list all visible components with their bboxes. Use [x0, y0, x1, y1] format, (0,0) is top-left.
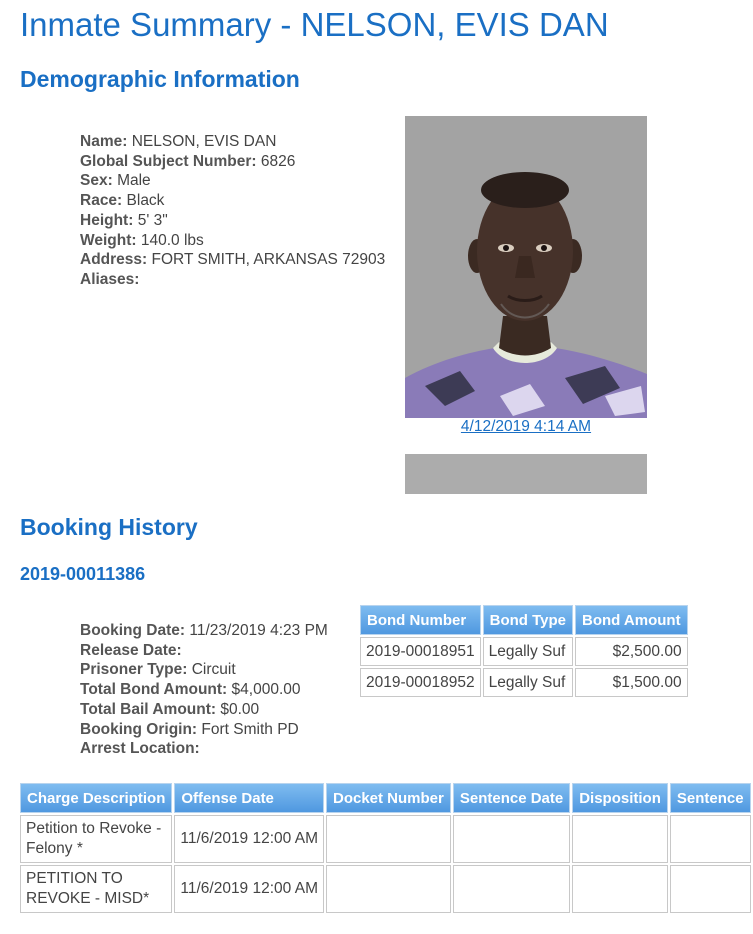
bond-amount-cell: $2,500.00	[575, 637, 688, 666]
field-label: Address:	[80, 251, 148, 269]
field-value: Male	[117, 172, 151, 190]
field-height	[80, 211, 385, 231]
field-value: 5' 3"	[137, 211, 168, 229]
charges-table-viewport	[18, 781, 744, 934]
column-header-disposition[interactable]: Disposition	[572, 783, 668, 813]
column-header-charge-description[interactable]: Charge Description	[20, 783, 172, 813]
field-value: Fort Smith PD	[201, 720, 299, 738]
mugshot-photo[interactable]	[405, 116, 647, 418]
sentence-cell	[670, 815, 751, 863]
bond-header-row	[360, 605, 688, 635]
field-sex	[80, 171, 385, 191]
column-header-bond-number[interactable]: Bond Number	[360, 605, 481, 635]
charges-table	[18, 781, 753, 915]
field-label: Booking Origin:	[80, 720, 198, 738]
booking-number: 2019-00011386	[20, 564, 146, 584]
field-release-date	[80, 641, 328, 661]
column-header-bond-type[interactable]: Bond Type	[483, 605, 573, 635]
demographic-info	[80, 132, 385, 290]
sentence-date-cell	[453, 815, 570, 863]
field-value: $0.00	[220, 700, 260, 718]
field-label: Name:	[80, 133, 128, 150]
column-header-sentence-date[interactable]: Sentence Date	[453, 783, 570, 813]
field-label: Total Bond Amount:	[80, 681, 228, 699]
field-value: 11/23/2019 4:23 PM	[189, 622, 328, 639]
offense-date-cell: 11/6/2019 12:00 AM	[174, 815, 324, 863]
page-title: Inmate Summary - NELSON, EVIS DAN	[20, 6, 609, 43]
disposition-cell	[572, 815, 668, 863]
charges-header-row	[20, 783, 751, 813]
column-header-offense-date[interactable]: Offense Date	[174, 783, 324, 813]
field-value: Circuit	[191, 661, 236, 679]
field-label: Release Date:	[80, 641, 182, 659]
field-label: Aliases:	[80, 270, 140, 288]
sentence-cell	[670, 865, 751, 913]
demographic-heading: Demographic Information	[20, 66, 300, 92]
field-value: $4,000.00	[231, 681, 301, 699]
bond-number-cell: 2019-00018951	[360, 637, 481, 666]
field-label: Height:	[80, 211, 134, 229]
column-header-bond-amount[interactable]: Bond Amount	[575, 605, 688, 635]
field-total-bail-amount	[80, 700, 328, 720]
field-arrest-location	[80, 739, 328, 759]
field-aliases	[80, 270, 385, 290]
field-value: Black	[126, 192, 165, 210]
disposition-cell	[572, 865, 668, 913]
docket-number-cell	[326, 865, 451, 913]
bond-row	[360, 637, 688, 666]
photo-date-link[interactable]: 4/12/2019 4:14 AM	[460, 418, 592, 435]
field-label: Weight:	[80, 231, 137, 249]
field-booking-origin	[80, 720, 328, 740]
bond-table	[358, 603, 690, 699]
bond-amount-cell: $1,500.00	[575, 668, 688, 697]
charge-description-cell: PETITION TO REVOKE - MISD*	[20, 865, 172, 913]
field-name	[80, 132, 385, 152]
column-header-docket-number[interactable]: Docket Number	[326, 783, 451, 813]
docket-number-cell	[326, 815, 451, 863]
field-race	[80, 191, 385, 211]
field-value: 6826	[260, 152, 296, 170]
bond-row	[360, 668, 688, 697]
booking-history-heading: Booking History	[20, 514, 198, 540]
charge-row	[20, 815, 751, 863]
field-label: Race:	[80, 192, 123, 210]
sentence-date-cell	[453, 865, 570, 913]
field-global-subject-number	[80, 152, 385, 172]
mugshot-panel	[405, 116, 647, 436]
column-header-sentence[interactable]: Sentence	[670, 783, 751, 813]
field-booking-date	[80, 621, 328, 641]
field-prisoner-type	[80, 660, 328, 680]
field-total-bond-amount	[80, 680, 328, 700]
field-label: Sex:	[80, 172, 113, 190]
field-label: Global Subject Number:	[80, 152, 257, 170]
charge-row	[20, 865, 751, 913]
field-label: Arrest Location:	[80, 740, 200, 758]
field-value: 140.0 lbs	[140, 231, 204, 249]
booking-info	[80, 621, 328, 759]
field-value: FORT SMITH, ARKANSAS 72903	[151, 251, 386, 269]
field-label: Prisoner Type:	[80, 661, 188, 679]
mugshot-thumbnail[interactable]	[405, 454, 647, 494]
bond-number-cell: 2019-00018952	[360, 668, 481, 697]
charge-description-cell: Petition to Revoke - Felony *	[20, 815, 172, 863]
field-label: Booking Date:	[80, 622, 186, 639]
offense-date-cell: 11/6/2019 12:00 AM	[174, 865, 324, 913]
field-label: Total Bail Amount:	[80, 700, 217, 718]
field-weight	[80, 231, 385, 251]
bond-type-cell: Legally Suf	[483, 668, 573, 697]
bond-type-cell: Legally Suf	[483, 637, 573, 666]
field-value: NELSON, EVIS DAN	[131, 133, 277, 150]
field-address	[80, 250, 385, 270]
